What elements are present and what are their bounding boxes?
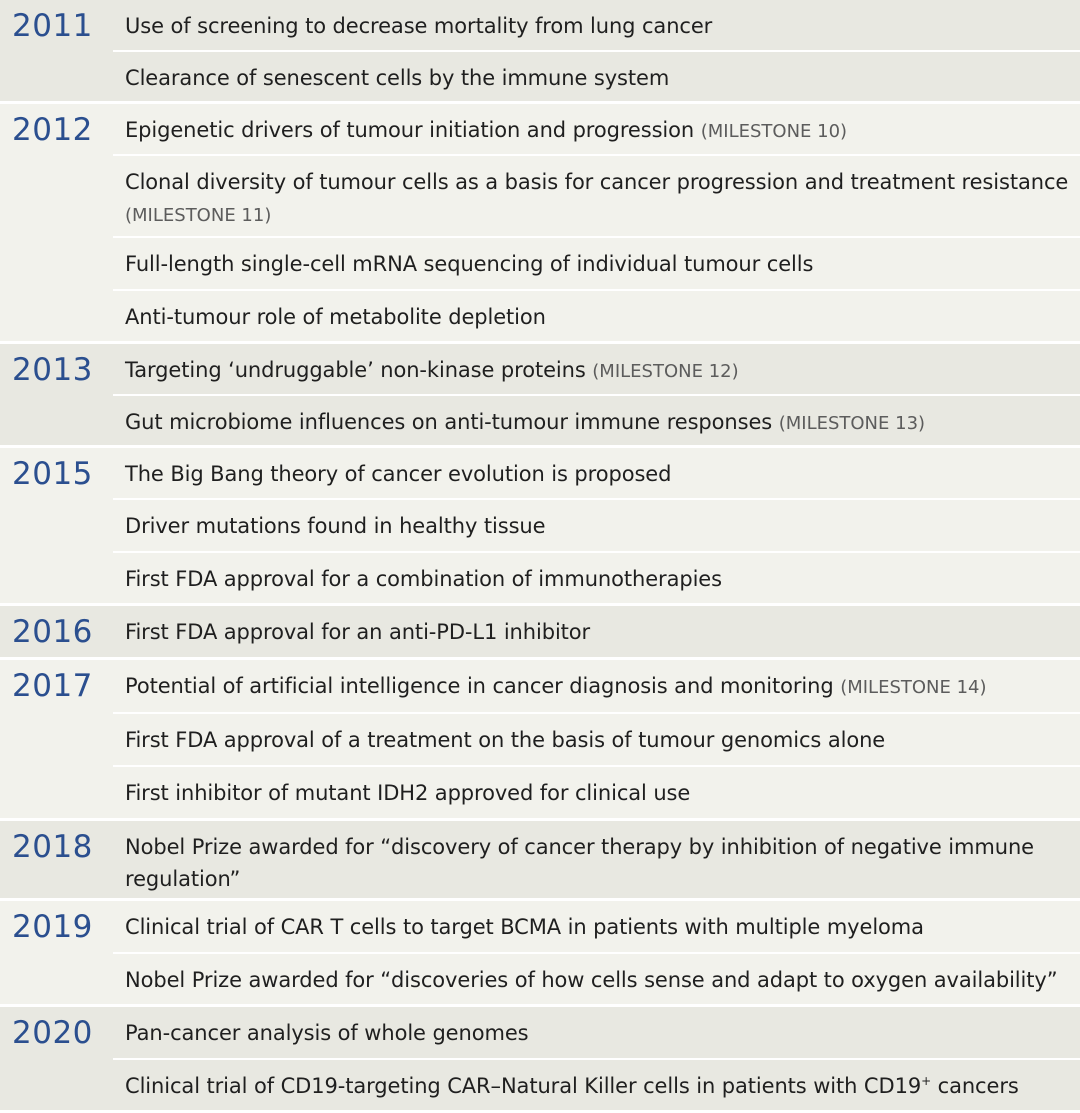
entry-text — [125, 1070, 1072, 1102]
year-group-2019 — [0, 901, 1080, 1007]
entry-description: Driver mutations found in healthy tissue — [125, 514, 546, 538]
timeline-entry — [113, 1060, 1080, 1113]
timeline-entry — [113, 500, 1080, 553]
entry-text — [125, 724, 1072, 756]
year-group-2018 — [0, 821, 1080, 901]
entry-text — [125, 964, 1072, 996]
timeline-entry — [113, 714, 1080, 767]
entry-description: Full-length single-cell mRNA sequencing of individual tumour cells — [125, 252, 814, 276]
year-group-2013 — [0, 344, 1080, 448]
timeline-entry — [113, 238, 1080, 291]
milestone-reference: (MILESTONE 12) — [592, 361, 739, 382]
entry-text — [125, 831, 1072, 895]
entry-description: First FDA approval for an anti-PD-L1 inhibitor — [125, 620, 591, 644]
timeline-entry — [113, 606, 1080, 660]
superscript: + — [921, 1074, 932, 1088]
timeline-entry — [113, 344, 1080, 396]
entry-description: Nobel Prize awarded for “discoveries of how cells sense and adapt to oxygen availability” — [125, 968, 1058, 992]
timeline-entry — [113, 1007, 1080, 1060]
entry-description: Use of screening to decrease mortality from lung cancer — [125, 14, 713, 38]
timeline-entry — [113, 104, 1080, 156]
entry-description: The Big Bang theory of cancer evolution is proposed — [125, 462, 672, 486]
timeline-entry — [113, 396, 1080, 448]
entry-description: First FDA approval for a combination of immunotherapies — [125, 567, 722, 591]
year-label: 2016 — [12, 614, 93, 650]
year-label: 2020 — [12, 1015, 93, 1051]
entry-text — [125, 616, 1072, 648]
timeline-entry — [113, 954, 1080, 1007]
year-group-2020 — [0, 1007, 1080, 1113]
year-label: 2018 — [12, 829, 93, 865]
entry-description-tail: cancers — [931, 1074, 1019, 1098]
entry-text — [125, 670, 1072, 704]
year-group-2011 — [0, 0, 1080, 104]
entry-description: Anti-tumour role of metabolite depletion — [125, 305, 546, 329]
entry-description: Pan-cancer analysis of whole genomes — [125, 1021, 529, 1045]
entry-description: Epigenetic drivers of tumour initiation and progression — [125, 118, 695, 142]
entry-text — [125, 777, 1072, 809]
timeline-entry — [113, 660, 1080, 714]
milestone-reference: (MILESTONE 11) — [125, 205, 272, 226]
milestone-reference: (MILESTONE 13) — [778, 413, 926, 434]
entry-text — [125, 563, 1072, 595]
entry-text — [125, 911, 1072, 943]
year-label: 2017 — [12, 668, 93, 704]
year-label: 2012 — [12, 112, 93, 148]
entry-text — [125, 510, 1072, 542]
entry-description: Targeting ‘undruggable’ non-kinase proteins — [125, 358, 586, 382]
timeline-entry — [113, 291, 1080, 344]
entry-text — [125, 114, 1072, 148]
entry-text — [125, 1017, 1072, 1049]
entry-description: Clinical trial of CAR T cells to target BCMA in patients with multiple myeloma — [125, 915, 924, 939]
timeline-entry — [113, 767, 1080, 821]
entry-text — [125, 354, 1072, 388]
milestone-reference: (MILESTONE 14) — [840, 677, 987, 698]
year-group-2017 — [0, 660, 1080, 821]
year-label: 2015 — [12, 456, 93, 492]
year-group-2015 — [0, 448, 1080, 606]
timeline-entry — [113, 156, 1080, 238]
timeline-entry — [113, 448, 1080, 500]
entry-text — [125, 458, 1072, 490]
year-group-2012 — [0, 104, 1080, 344]
entry-description: First FDA approval of a treatment on the basis of tumour genomics alone — [125, 728, 886, 752]
entry-description: Nobel Prize awarded for “discovery of cancer therapy by inhibition of negative immune regulation” — [125, 835, 1034, 891]
year-label: 2019 — [12, 909, 93, 945]
entry-text — [125, 10, 1072, 42]
timeline-entry — [113, 553, 1080, 606]
timeline-entry — [113, 0, 1080, 52]
year-group-2016 — [0, 606, 1080, 660]
timeline-entry — [113, 901, 1080, 954]
entry-text — [125, 406, 1072, 440]
entry-text — [125, 301, 1072, 333]
entry-text — [125, 248, 1072, 280]
entry-text — [125, 62, 1072, 94]
year-label: 2013 — [12, 352, 93, 388]
entry-description: Clearance of senescent cells by the immune system — [125, 66, 670, 90]
entry-description: Clonal diversity of tumour cells as a basis for cancer progression and treatment resistance — [125, 170, 1069, 194]
entry-text — [125, 166, 1072, 232]
year-label: 2011 — [12, 8, 93, 44]
timeline-entry — [113, 821, 1080, 901]
milestone-reference: (MILESTONE 10) — [700, 121, 848, 142]
entry-description: Clinical trial of CD19-targeting CAR–Natural Killer cells in patients with CD19 — [125, 1074, 922, 1098]
entry-description: First inhibitor of mutant IDH2 approved for clinical use — [125, 781, 691, 805]
entry-description: Potential of artificial intelligence in cancer diagnosis and monitoring — [125, 674, 834, 698]
timeline-entry — [113, 52, 1080, 104]
entry-description: Gut microbiome influences on anti-tumour immune responses — [125, 410, 773, 434]
